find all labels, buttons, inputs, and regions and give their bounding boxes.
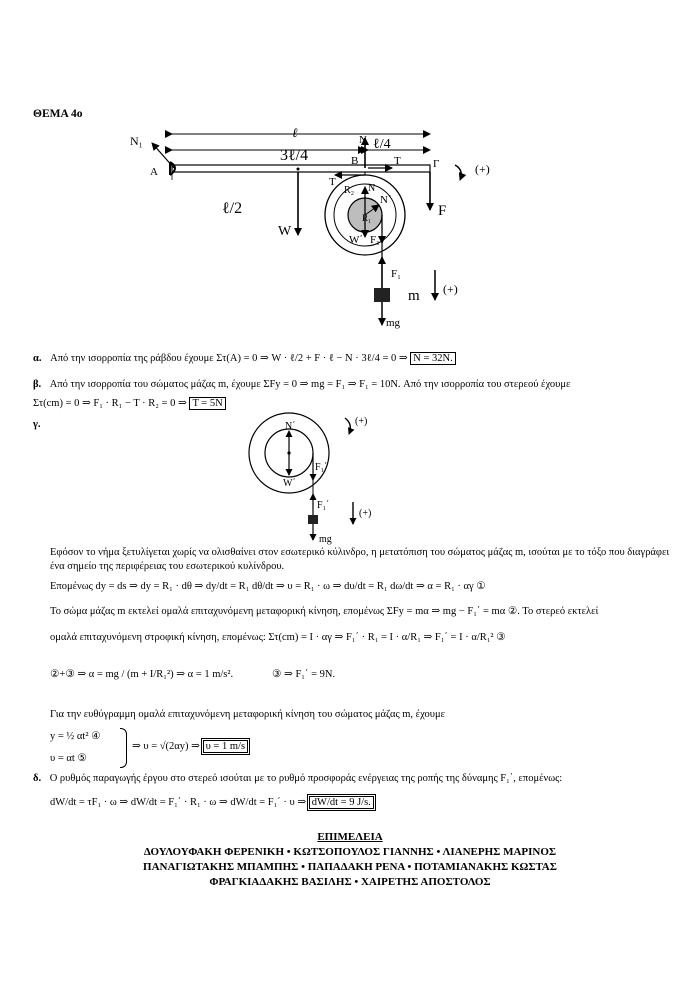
credits-heading: ΕΠΙΜΕΛΕΙΑ: [317, 831, 383, 843]
label-r2: R₂: [344, 185, 355, 196]
part-d-marker: δ.: [33, 773, 42, 784]
label-f1p-b: F₁΄: [317, 500, 330, 511]
part-b: [33, 378, 673, 392]
part-b-line2: [33, 397, 673, 411]
part-d: [33, 772, 673, 786]
part-d-eq: dW/dt = τF₁ · ω ⇒ dW/dt = F₁΄ · R₁ · ω ⇒ dW/dt = F₁΄ · υ ⇒: [50, 797, 307, 808]
label-3quarter: 3ℓ/4: [280, 147, 309, 164]
part-c-eq-f1: ③ ⇒ F₁΄ = 9N.: [272, 669, 336, 680]
figure-cylinder: [235, 410, 385, 545]
label-mg: mg: [386, 317, 401, 329]
part-a: [33, 352, 673, 366]
part-c-eq1: Επομένως dy = ds ⇒ dy = R₁ · dθ ⇒ dy/dt = R₁ dθ/dt ⇒ υ = R₁ · ω ⇒ dυ/dt = R₁ dω/dt ⇒ α = R₁ · αγ ①: [50, 581, 486, 592]
label-t-left: T: [329, 176, 336, 188]
part-a-text: Από την ισορροπία της ράβδου έχουμε: [50, 353, 214, 364]
part-c-para3: Για την ευθύγραμμη ομαλά επιταχυνόμενη μεταφορική κίνηση του σώματος μάζας m, έχουμε: [50, 709, 445, 720]
label-a: A: [150, 166, 158, 178]
part-c-sys-result: ⇒ υ = √(2αy) ⇒ υ = 1 m/s: [132, 740, 248, 754]
label-quarter: ℓ/4: [373, 137, 391, 152]
label-r1: R₁: [362, 213, 372, 223]
credits-line-1: ΔΟΥΛΟΥΦΑΚΗ ΦΕΡΕΝΙΚΗ • ΚΩΤΣΟΠΟΥΛΟΣ ΓΙΑΝΝΗΣ • ΛΙΑΝΕΡΗΣ ΜΑΡΙΝΟΣ: [143, 846, 557, 858]
label-plus-1: (+): [475, 162, 490, 176]
part-d-result: dW/dt = 9 J/s.: [309, 796, 374, 809]
rotation-arrow-2: [345, 418, 350, 434]
figure-rod-pulley: [130, 125, 520, 330]
part-c-eq-combo: ②+③ ⇒ α = mg / (m + I/R₁²) ⇒ α = 1 m/s².: [50, 669, 234, 680]
mass-block: [374, 288, 390, 302]
part-b-result: T = 5N: [189, 397, 225, 410]
part-c-result: υ = 1 m/s: [203, 740, 248, 753]
part-d-text: Ο ρυθμός παραγωγής έργου στο στερεό ισούται με το ρυθμό προσφοράς ενέργειας της ροπής της δύναμης F₁΄, επομένως:: [49, 773, 563, 784]
label-w-prime: W΄: [349, 234, 364, 246]
part-c-para2b: ομαλά επιταχυνόμενη στροφική κίνηση, επομένως: Στ(cm) = I · αγ ⇒ F₁΄ · R₁ = I · α/R₁ ⇒ F₁΄ = I · α/R₁² ③: [50, 632, 506, 643]
part-a-marker: α.: [33, 353, 42, 364]
label-m: m: [408, 288, 420, 304]
part-c-para1: Εφόσον το νήμα ξετυλίγεται χωρίς να ολισθαίνει στον εσωτερικό κύλινδρο, η μετατόπιση του σώματος μάζας m, ισούται με το τόξο που διαγράφει ένα σημείο της περιφέρειας του εσωτερικού κυλίνδρου.: [50, 547, 670, 572]
part-a-eq: Στ(A) = 0 ⇒ W · ℓ/2 + F · ℓ − N · 3ℓ/4 = 0 ⇒: [216, 353, 408, 364]
part-b-marker: β.: [33, 379, 42, 390]
label-f1p-a: F₁΄: [315, 462, 328, 473]
part-c-para2a: Το σώμα μάζας m εκτελεί ομαλά επιταχυνόμενη μεταφορική κίνηση, επομένως ΣFy = mα ⇒ mg − F₁΄ = mα ②. Το στερεό εκτελεί: [50, 606, 599, 617]
part-d-eq-line: [50, 796, 672, 810]
label-f: F: [438, 203, 447, 219]
label-plus-a: (+): [355, 416, 368, 427]
part-c-sys2: υ = αt ⑤: [50, 753, 87, 764]
part-a-result: N = 32N.: [410, 352, 455, 365]
label-mg-2: mg: [319, 534, 332, 545]
label-n-prime-2: N΄: [285, 421, 296, 432]
label-half: ℓ/2: [222, 200, 243, 217]
part-c-marker: γ.: [33, 419, 41, 430]
label-n: N: [359, 134, 367, 146]
part-c-sys1: y = ½ αt² ④: [50, 731, 101, 742]
label-w-prime-2: W΄: [283, 478, 296, 489]
label-w: W: [278, 224, 292, 239]
label-f1-inner: F₁: [370, 234, 380, 246]
mass-block-2: [308, 515, 318, 524]
label-b: B: [351, 155, 359, 167]
credits-line-3: ΦΡΑΓΚΙΑΔΑΚΗΣ ΒΑΣΙΛΗΣ • ΧΑΙΡΕΤΗΣ ΑΠΟΣΤΟΛΟΣ: [209, 876, 491, 888]
label-ell: ℓ: [292, 125, 298, 140]
label-t-top: T: [394, 155, 401, 167]
part-b-eq: Στ(cm) = 0 ⇒ F₁ · R₁ − T · R₂ = 0 ⇒: [33, 398, 187, 409]
label-n-small: N: [368, 183, 376, 194]
page-title: ΘΕΜΑ 4ο: [33, 108, 83, 120]
rotation-arrow-1: [455, 165, 461, 180]
label-plus-b: (+): [359, 508, 372, 519]
label-n-prime: N΄: [380, 194, 392, 206]
label-f1-outer: F₁: [391, 268, 401, 280]
part-b-text: Από την ισορροπία του σώματος μάζας m, έχουμε ΣFy = 0 ⇒ mg = F₁ ⇒ F₁ = 10N. Από την ισορροπία του στερεού έχουμε: [49, 379, 571, 390]
label-n1: N₁: [130, 134, 143, 148]
label-plus-2: (+): [443, 282, 458, 296]
credits-line-2: ΠΑΝΑΓΙΩΤΑΚΗΣ ΜΠΑΜΠΗΣ • ΠΑΠΑΔΑΚΗ ΡΕΝΑ • ΠΟΤΑΜΙΑΝΑΚΗΣ ΚΩΣΤΑΣ: [143, 861, 557, 873]
label-gamma: Γ: [433, 158, 440, 170]
system-brace: [120, 728, 127, 768]
arrow-n1: [152, 143, 174, 168]
